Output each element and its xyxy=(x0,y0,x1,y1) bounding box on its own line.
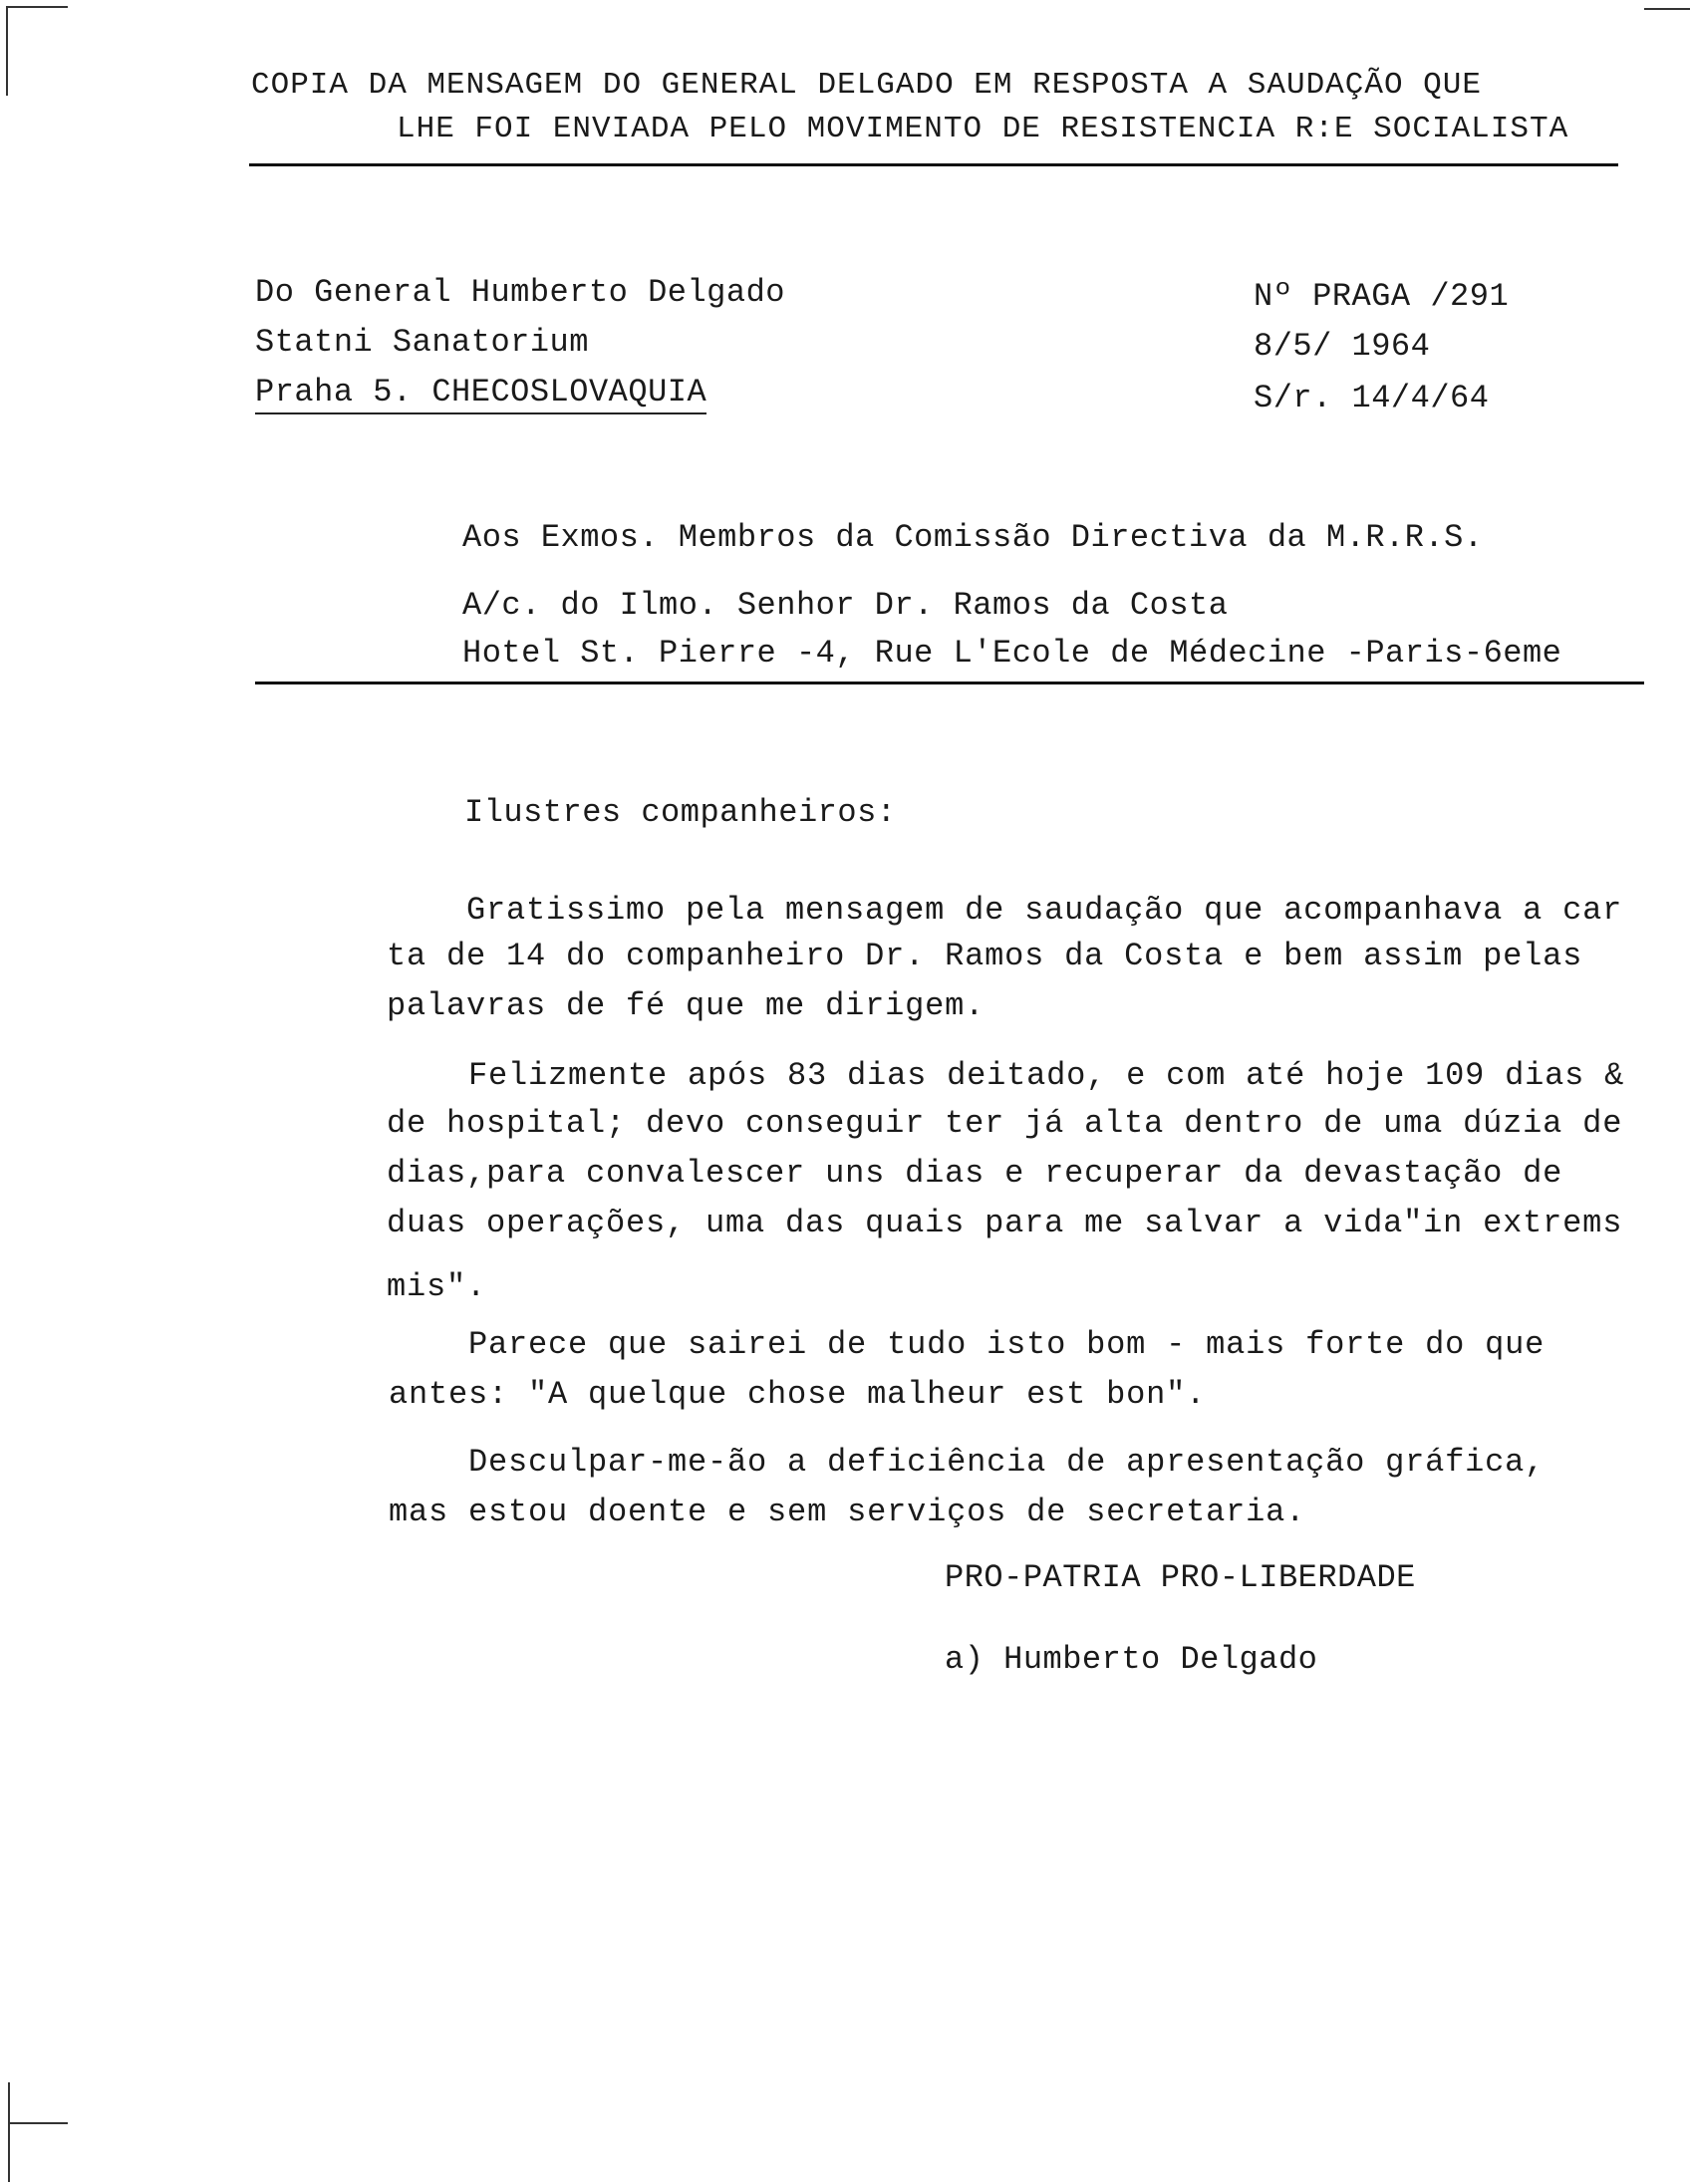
body-p3-line-1: Parece que sairei de tudo isto bom - mais forte do que xyxy=(468,1326,1546,1363)
body-p1-line-1: Gratissimo pela mensagem de saudação que acompanhava a car xyxy=(466,892,1623,929)
reference-sr: S/r. 14/4/64 xyxy=(1254,380,1490,416)
sender-place: Statni Sanatorium xyxy=(255,324,589,361)
body-p2-line-2: de hospital; devo conseguir ter já alta dentro de uma dúzia de xyxy=(387,1105,1623,1142)
body-p1-line-2: ta de 14 do companheiro Dr. Ramos da Costa e bem assim pelas xyxy=(387,938,1583,974)
header-line-1: COPIA DA MENSAGEM DO GENERAL DELGADO EM RESPOSTA A SAUDAÇÃO QUE xyxy=(251,68,1482,103)
recipient-line-2: A/c. do Ilmo. Senhor Dr. Ramos da Costa xyxy=(462,587,1229,624)
recipient-rule xyxy=(255,682,1644,684)
recipient-line-3: Hotel St. Pierre -4, Rue L'Ecole de Médecine -Paris-6eme xyxy=(462,635,1562,672)
body-p1-line-3: palavras de fé que me dirigem. xyxy=(387,987,986,1024)
closing-signature: a) Humberto Delgado xyxy=(945,1641,1318,1678)
sender-city: Praha 5. CHECOSLOVAQUIA xyxy=(255,377,706,414)
recipient-line-1: Aos Exmos. Membros da Comissão Directiva da M.R.R.S. xyxy=(462,519,1484,556)
body-p2-line-5: mis". xyxy=(387,1268,487,1305)
body-p4-line-2: mas estou doente e sem serviços de secretaria. xyxy=(389,1494,1306,1530)
scan-edge-top-right xyxy=(1644,8,1690,10)
body-p2-line-3: dias,para convalescer uns dias e recuperar da devastação de xyxy=(387,1155,1563,1192)
body-p4-line-1: Desculpar-me-ão a deficiência de apresentação gráfica, xyxy=(468,1444,1546,1481)
body-p2-line-4: duas operações, uma das quais para me salvar a vida"in extrems xyxy=(387,1205,1623,1241)
sender-name: Do General Humberto Delgado xyxy=(255,274,785,311)
scan-edge-bottom-left-v xyxy=(8,2082,10,2182)
reference-number: Nº PRAGA /291 xyxy=(1254,278,1510,315)
header-rule xyxy=(249,163,1618,166)
scan-edge-left xyxy=(6,6,8,96)
reference-date: 8/5/ 1964 xyxy=(1254,328,1431,365)
salutation: Ilustres companheiros: xyxy=(464,794,897,831)
scan-edge-bottom-left xyxy=(10,2122,68,2124)
scan-edge-top xyxy=(8,6,68,8)
closing-motto: PRO-PATRIA PRO-LIBERDADE xyxy=(945,1559,1416,1596)
body-p2-line-1: Felizmente após 83 dias deitado, e com até hoje 109 dias & xyxy=(468,1057,1625,1094)
body-p3-line-2: antes: "A quelque chose malheur est bon". xyxy=(389,1376,1207,1413)
header-line-2: LHE FOI ENVIADA PELO MOVIMENTO DE RESISTENCIA R:E SOCIALISTA xyxy=(397,112,1569,146)
